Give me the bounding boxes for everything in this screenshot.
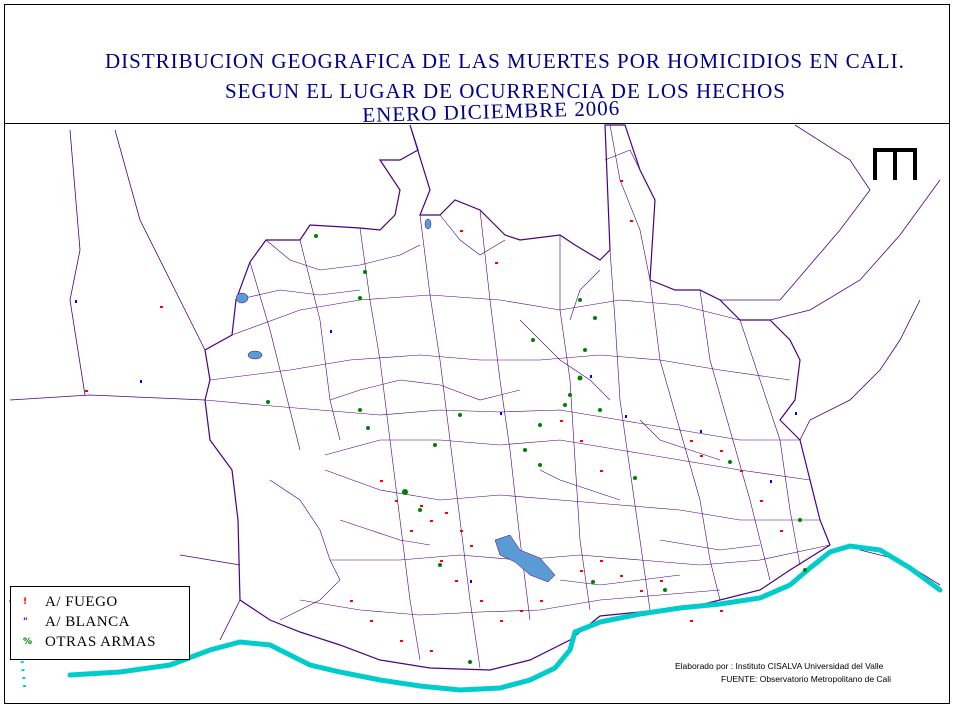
blade-marker [625,415,627,418]
blade-symbol-icon: " [23,617,28,627]
firearm-marker [440,560,443,562]
firearm-marker [370,620,373,622]
other-weapon-marker [798,518,802,522]
firearm-marker [540,600,543,602]
legend-item-blade [23,613,130,631]
firearm-marker [620,575,623,577]
blade-markers [75,300,797,583]
map-title-line-2: SEGUN EL LUGAR DE OCURRENCIA DE LOS HECHOS [225,79,786,103]
other-weapon-marker [468,660,472,664]
firearm-marker [720,450,723,452]
other-weapon-marker [663,588,667,592]
blade-marker [590,375,592,378]
other-weapon-marker [591,580,595,584]
other-weapon-marker [633,476,637,480]
firearm-marker [600,560,603,562]
other-weapon-marker [583,348,587,352]
other-weapon-marker [578,376,583,381]
firearm-marker [430,520,433,522]
firearm-marker [660,580,663,582]
other-weapon-marker [363,270,367,274]
firearm-marker [600,470,603,472]
blade-marker [795,412,797,415]
other-weapon-marker [266,400,270,404]
firearm-marker [480,600,483,602]
other-weapon-marker [593,316,597,320]
firearm-marker [630,220,633,222]
blade-marker [75,300,77,303]
other-weapon-marker [458,413,462,417]
lake-north [425,219,431,229]
lakes [236,219,555,582]
firearm-marker [780,530,783,532]
credit-author: Elaborado por : Instituto CISALVA Universidad del Valle [675,661,884,671]
other-weapon-marker [728,460,732,464]
firearm-marker [380,480,383,482]
firearm-marker [690,440,693,442]
other-weapon-marker [538,423,542,427]
firearm-marker [395,500,398,502]
blade-marker [770,480,772,483]
blade-marker [470,580,472,583]
firearm-marker [495,262,498,264]
firearm-marker [740,470,743,472]
other-weapon-marker [402,489,408,495]
blade-marker [330,330,332,333]
firearm-marker [460,230,463,232]
firearm-marker [720,610,723,612]
other-weapon-marker [438,563,442,567]
firearm-marker [460,530,463,532]
legend-label-other: OTRAS ARMAS [45,633,156,650]
other-weapon-marker [531,338,535,342]
other-weapon-marker [366,426,370,430]
firearm-marker [445,512,448,514]
other-weapon-marker [538,463,542,467]
map-title-line-3: ENERO DICIEMBRE 2006 [362,95,621,127]
firearm-marker [640,590,643,592]
firearm-marker [760,500,763,502]
lake-west [248,351,262,359]
other-weapon-marker [523,448,527,452]
firearm-marker [580,440,583,442]
firearm-marker [580,570,583,572]
firearm-marker [700,455,703,457]
firearm-marker [455,580,458,582]
legend-item-other [23,633,156,651]
credits [675,660,891,686]
firearm-marker [620,180,623,182]
firearm-marker [420,505,423,507]
blade-marker [500,412,502,415]
other-weapon-marker [568,393,572,397]
other-weapon-marker [803,568,807,572]
firearm-marker [400,640,403,642]
other-weapon-marker [358,296,362,300]
other-weapon-marker [418,508,422,512]
other-weapon-marker [314,234,318,238]
legend [10,586,190,660]
firearm-marker [560,420,563,422]
lake-north-west [236,293,248,303]
firearm-markers [85,180,783,652]
firearm-symbol-icon: ! [23,597,28,607]
firearm-marker [350,600,353,602]
firearm-marker [430,650,433,652]
legend-label-firearm: A/ FUEGO [45,593,118,610]
map-title-line-1: DISTRIBUCION GEOGRAFICA DE LAS MUERTES POR HOMICIDIOS EN CALI. [105,49,905,73]
other-weapon-symbol-icon: % [23,637,33,647]
other-weapon-marker [598,408,602,412]
blade-marker [140,380,142,383]
firearm-marker [410,530,413,532]
firearm-marker [470,545,473,547]
legend-item-firearm [23,593,118,611]
north-arrow-icon [873,146,917,182]
firearm-marker [520,610,523,612]
blade-marker [700,430,702,433]
firearm-marker [160,306,163,308]
credit-source: FUENTE: Observatorio Metropolitano de Cali [721,674,892,684]
other-weapon-marker [563,403,567,407]
other-weapon-marker [578,298,582,302]
firearm-marker [690,620,693,622]
firearm-marker [85,390,88,392]
legend-label-blade: A/ BLANCA [45,613,130,630]
firearm-marker [500,620,503,622]
other-weapon-marker [433,443,437,447]
other-weapon-marker [358,408,362,412]
